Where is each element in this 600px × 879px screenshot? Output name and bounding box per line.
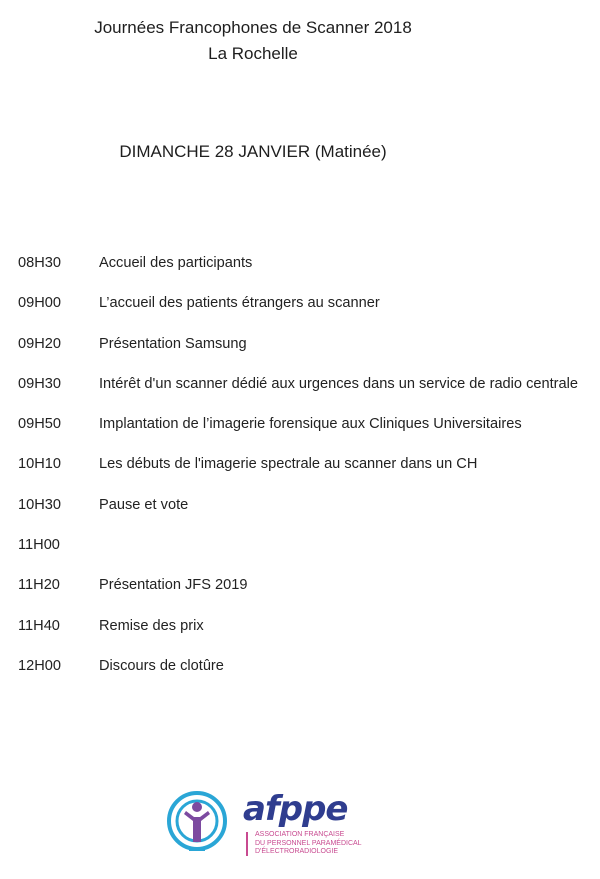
conference-title: Journées Francophones de Scanner 2018 [94,18,412,37]
tagline-line: DU PERSONNEL PARAMÉDICAL [255,839,362,847]
schedule-row [0,574,600,596]
schedule-time: 09H30 [18,376,62,392]
schedule-talk: L’accueil des patients étrangers au scanner [99,295,380,311]
day-heading: DIMANCHE 28 JANVIER (Matinée) [119,142,387,161]
tagline-line: D'ÉLECTRORADIOLOGIE [255,848,339,855]
conference-location: La Rochelle [208,44,298,63]
schedule-time: 10H30 [18,497,62,513]
schedule-talk: Présentation Samsung [99,336,247,352]
schedule-talk: Remise des prix [99,618,204,634]
schedule-talk: Implantation de l’imagerie forensique aux Cliniques Universitaires [99,416,522,432]
schedule-talk: Discours de clotûre [99,658,224,674]
schedule-time: 11H40 [18,618,60,634]
schedule-row [0,534,600,556]
schedule-row [0,292,600,314]
person-radiation-icon [166,790,228,860]
schedule-row [0,453,600,475]
schedule-row [0,494,600,516]
schedule-time: 10H10 [18,456,62,472]
schedule-row [0,373,600,395]
schedule-row [0,252,600,274]
schedule-talk: Pause et vote [99,497,189,513]
schedule-time: 11H00 [18,537,60,553]
schedule-time: 09H50 [18,416,62,432]
schedule-time: 12H00 [18,658,62,674]
schedule-row [0,413,600,435]
schedule-row [0,333,600,355]
brand-name: afppe [243,789,348,829]
schedule-time: 11H20 [18,577,60,593]
schedule-talk: Les débuts de l'imagerie spectrale au scanner dans un CH [99,456,478,472]
schedule-row [0,615,600,637]
schedule-time: 08H30 [18,255,62,271]
schedule-talk: Intérêt d'un scanner dédié aux urgences dans un service de radio centrale [99,376,579,392]
schedule-time: 09H20 [18,336,62,352]
brand-tagline [255,831,362,857]
brand-divider [246,832,248,856]
schedule-time: 09H00 [18,295,62,311]
tagline-line: ASSOCIATION FRANÇAISE [255,831,345,838]
schedule-row [0,655,600,677]
schedule-talk: Présentation JFS 2019 [99,577,248,593]
schedule-talk: Accueil des participants [99,255,253,271]
